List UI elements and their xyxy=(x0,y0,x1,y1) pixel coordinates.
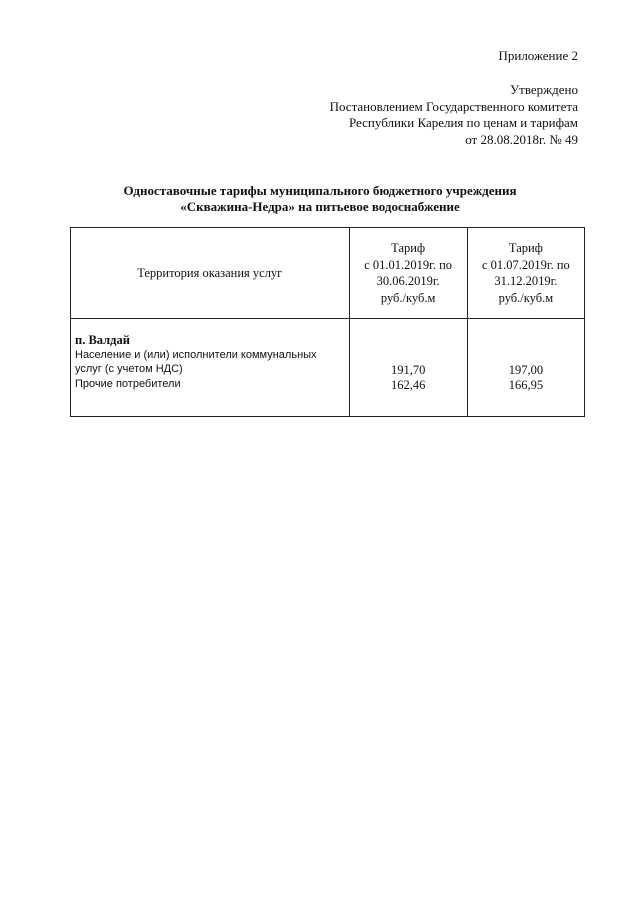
approval-block xyxy=(330,82,578,148)
appendix-label: Приложение 2 xyxy=(498,48,578,63)
document-title xyxy=(70,183,570,215)
territory-cell xyxy=(71,319,350,417)
table-row xyxy=(71,319,585,417)
header-line: Тариф xyxy=(508,241,543,255)
header-line: 30.06.2019г. xyxy=(376,274,440,288)
header-tariff-h1-2019 xyxy=(349,228,467,319)
tariff-value: 162,46 xyxy=(390,377,426,392)
tariff-value: 197,00 xyxy=(508,363,544,377)
header-line: с 01.01.2019г. по xyxy=(364,257,453,272)
header-line: руб./куб.м xyxy=(380,290,436,305)
header-territory: Территория оказания услуг xyxy=(71,228,350,319)
tariff-value: 166,95 xyxy=(508,377,544,392)
tariff2-cell xyxy=(467,319,584,417)
header-tariff-h2-2019 xyxy=(467,228,584,319)
consumer-label: Прочие потребители xyxy=(75,377,181,390)
tariff1-cell xyxy=(349,319,467,417)
header-line: руб./куб.м xyxy=(498,290,554,305)
locality-name: п. Валдай xyxy=(75,333,130,347)
approval-line: Утверждено xyxy=(509,82,578,97)
tariff-table xyxy=(70,227,585,417)
consumer-label: услуг (с учетом НДС) xyxy=(75,363,183,375)
approval-line: от 28.08.2018г. № 49 xyxy=(465,131,578,147)
header-line: 31.12.2019г. xyxy=(494,274,558,288)
tariff-value: 191,70 xyxy=(390,363,426,377)
header-line: Тариф xyxy=(391,241,426,255)
title-line: Одноставочные тарифы муниципального бюджетного учреждения xyxy=(123,183,517,198)
header-line: с 01.07.2019г. по xyxy=(481,257,570,272)
title-line: «Скважина-Недра» на питьевое водоснабжение xyxy=(180,199,460,214)
table-header-row xyxy=(71,228,585,319)
consumer-label: Население и (или) исполнители коммунальных xyxy=(75,348,317,361)
approval-line: Постановлением Государственного комитета xyxy=(329,98,578,114)
approval-line: Республики Карелия по ценам и тарифам xyxy=(348,115,578,130)
